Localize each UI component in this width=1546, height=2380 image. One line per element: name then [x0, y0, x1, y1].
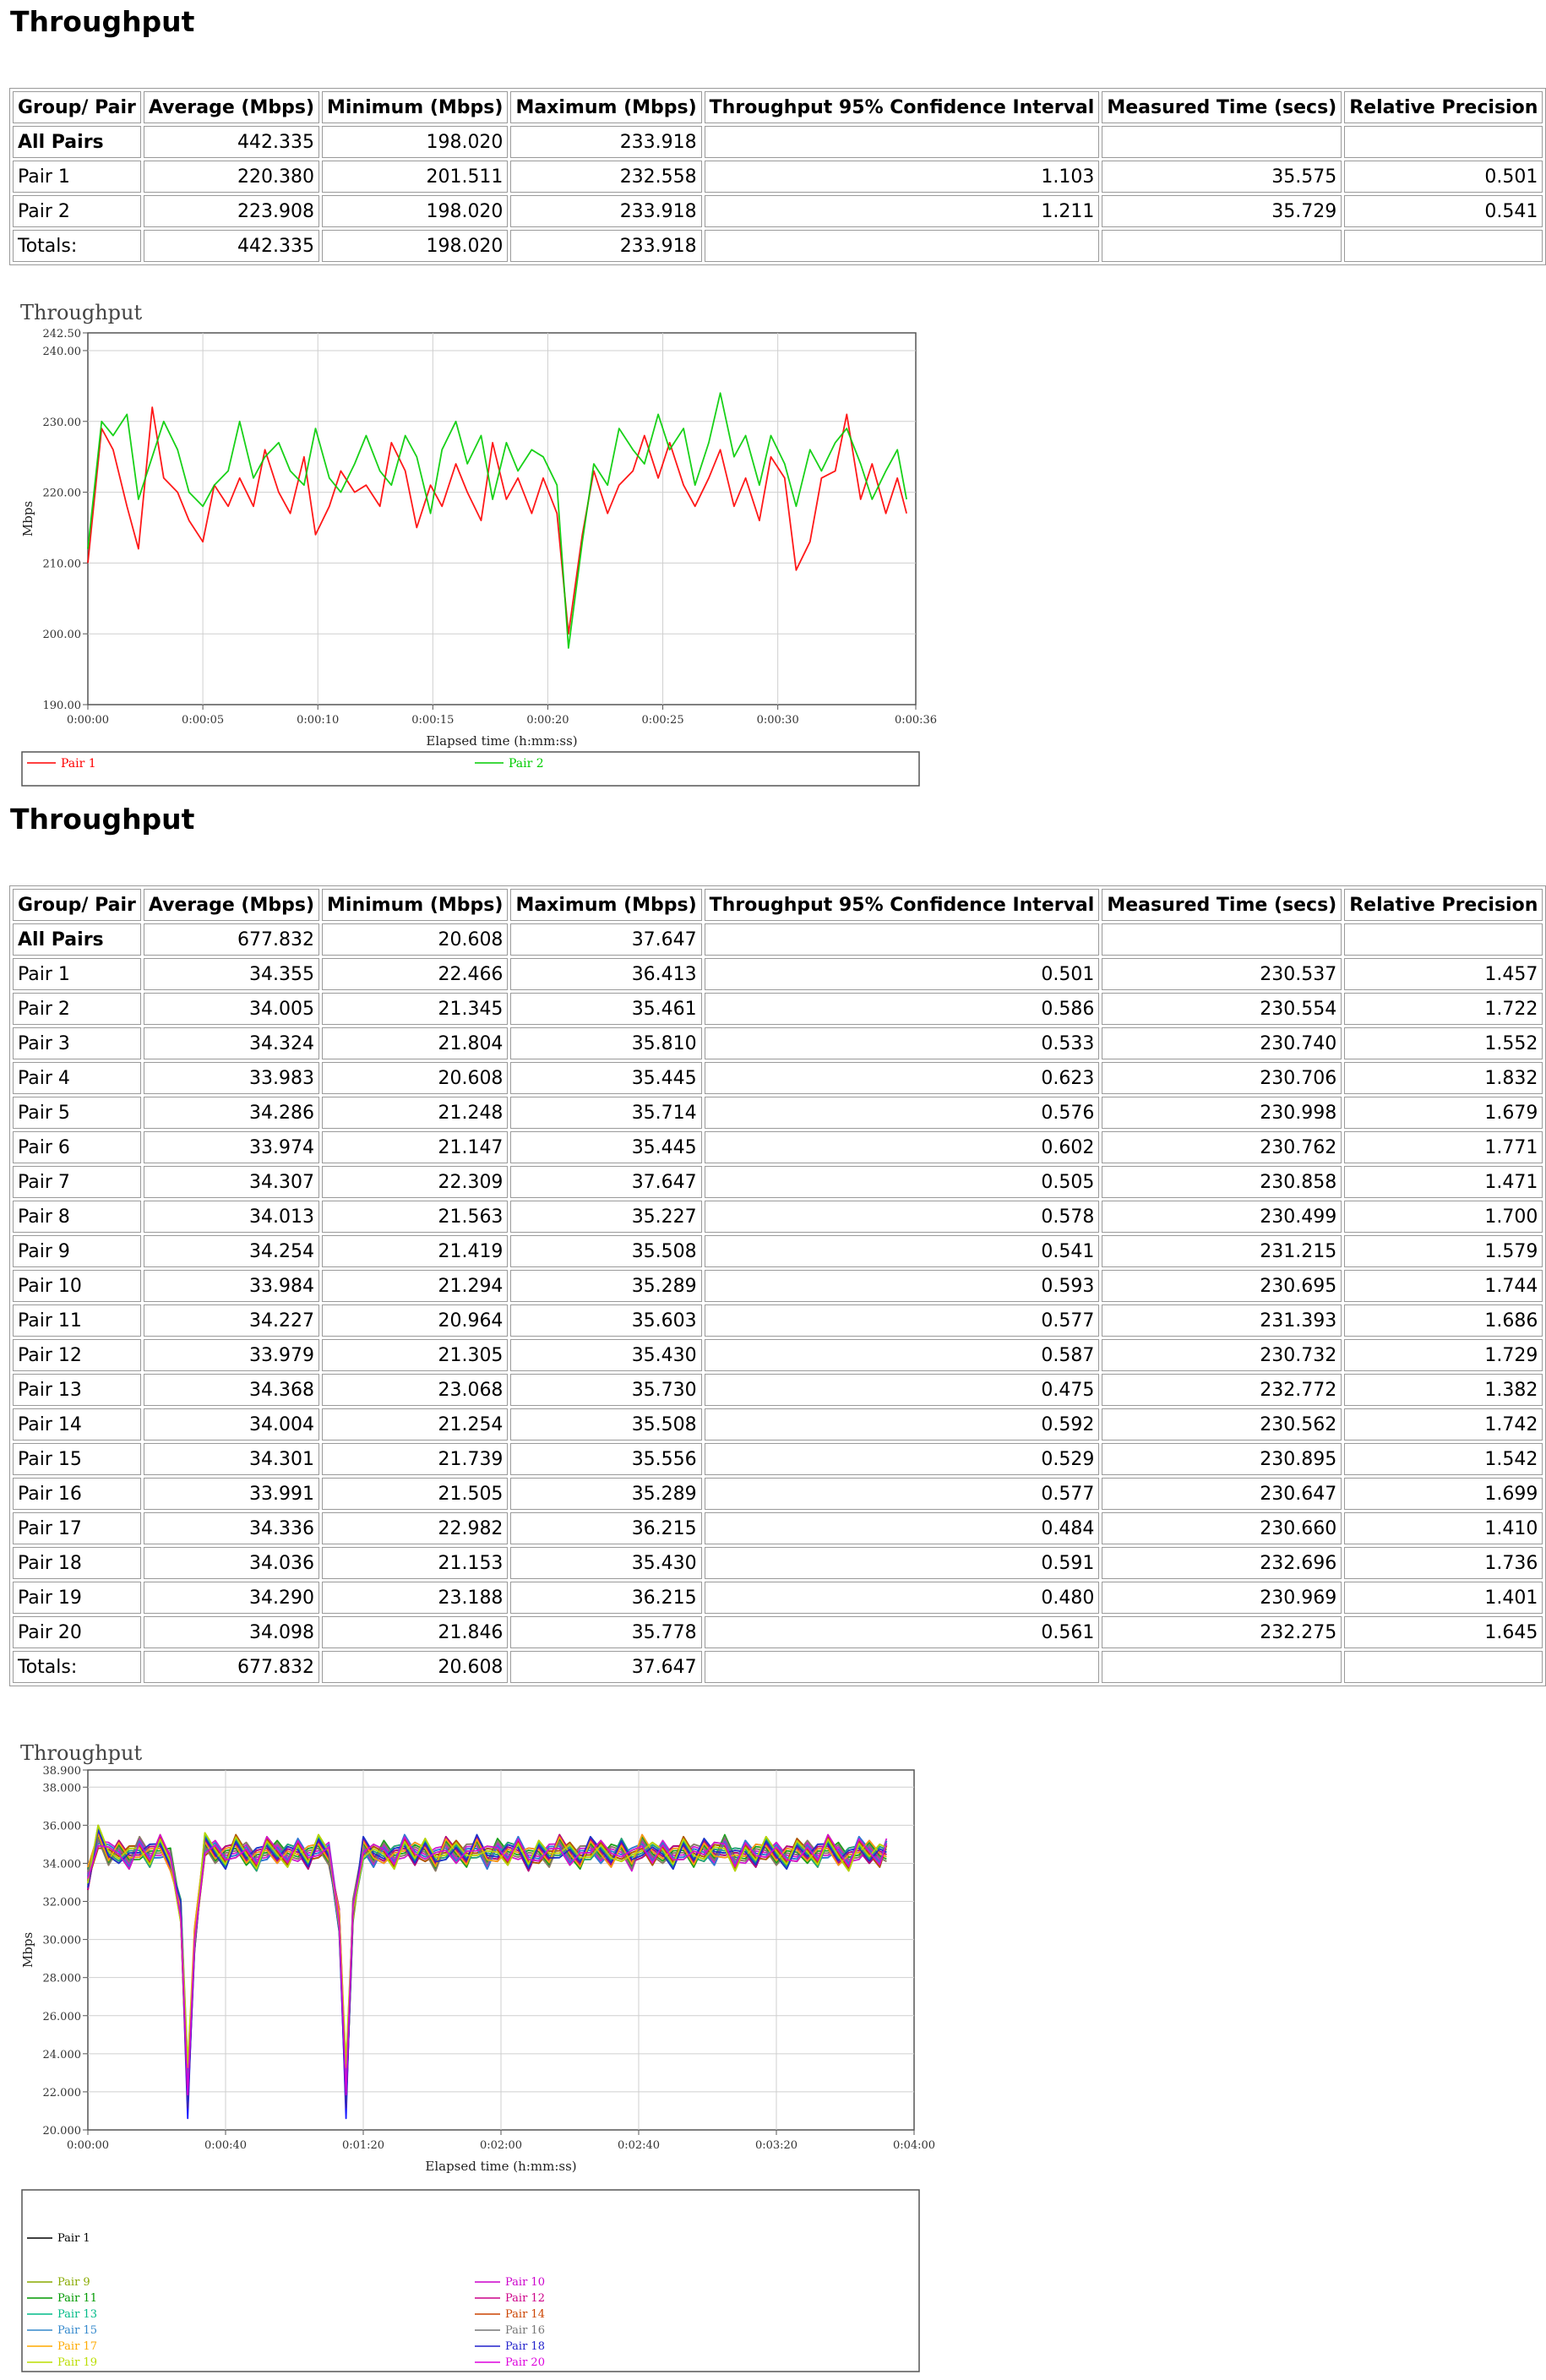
table-row [13, 1235, 1543, 1267]
x-tick-label: 0:00:25 [641, 714, 684, 727]
y-tick-label: 230.00 [42, 416, 81, 429]
column-header: Group/ Pair [13, 91, 141, 123]
table-cell: 0.586 [705, 993, 1100, 1025]
table-cell: 1.679 [1344, 1097, 1543, 1129]
table-row [13, 958, 1543, 990]
table-cell: 33.979 [144, 1339, 319, 1371]
table-cell: 34.036 [144, 1547, 319, 1579]
table-cell: 198.020 [322, 195, 508, 227]
table-cell: Pair 7 [13, 1166, 141, 1198]
chart-title: Throughput [20, 1741, 143, 1765]
table-cell: Pair 20 [13, 1616, 141, 1648]
legend-box [22, 2190, 919, 2372]
table-cell [1344, 923, 1543, 956]
legend-label: Pair 11 [57, 2292, 97, 2305]
table-cell: 35.729 [1102, 195, 1342, 227]
table-cell: 21.804 [322, 1027, 508, 1059]
table-cell: 0.591 [705, 1547, 1100, 1579]
legend-label: Pair 17 [57, 2340, 97, 2353]
table-cell: 0.561 [705, 1616, 1100, 1648]
x-tick-label: 0:01:20 [341, 2139, 385, 2152]
table-cell: 34.307 [144, 1166, 319, 1198]
table-cell: 230.554 [1102, 993, 1342, 1025]
column-header: Maximum (Mbps) [510, 91, 701, 123]
table-cell: 36.215 [510, 1512, 701, 1544]
table-cell: 0.592 [705, 1408, 1100, 1441]
table-cell: 223.908 [144, 195, 319, 227]
table-cell: 1.457 [1344, 958, 1543, 990]
table-cell: 36.413 [510, 958, 701, 990]
table-cell: Pair 2 [13, 993, 141, 1025]
table-row [13, 1201, 1543, 1233]
table-cell: 34.005 [144, 993, 319, 1025]
legend-label: Pair 20 [505, 2356, 545, 2369]
table-cell: Pair 16 [13, 1478, 141, 1510]
legend-label: Pair 18 [505, 2340, 545, 2353]
table-cell: 230.695 [1102, 1270, 1342, 1302]
table-cell: Pair 8 [13, 1201, 141, 1233]
table-cell: 21.846 [322, 1616, 508, 1648]
table-row [13, 161, 1543, 193]
table-cell: 21.305 [322, 1339, 508, 1371]
table-cell: 230.969 [1102, 1582, 1342, 1614]
y-tick-label: 210.00 [42, 558, 81, 571]
table-cell: 0.529 [705, 1443, 1100, 1475]
table-cell: Pair 19 [13, 1582, 141, 1614]
table-row [13, 1027, 1543, 1059]
table-cell: 0.541 [1344, 195, 1543, 227]
x-tick-label: 0:03:20 [754, 2139, 798, 2152]
x-tick-label: 0:00:20 [526, 714, 569, 727]
x-tick-label: 0:04:00 [892, 2139, 936, 2152]
legend-label: Pair 13 [57, 2308, 97, 2321]
table-cell: 35.810 [510, 1027, 701, 1059]
table-cell: 0.484 [705, 1512, 1100, 1544]
table-row [13, 993, 1543, 1025]
table-cell: 442.335 [144, 126, 319, 158]
table-cell [1102, 923, 1342, 956]
y-tick-label: 38.000 [42, 1782, 81, 1795]
legend-label: Pair 2 [509, 757, 544, 771]
table-row [13, 1131, 1543, 1163]
x-tick-label: 0:00:00 [66, 714, 110, 727]
table-cell: 232.772 [1102, 1374, 1342, 1406]
table-cell: 34.098 [144, 1616, 319, 1648]
table-cell: 20.608 [322, 1062, 508, 1094]
x-axis-label: Elapsed time (h:mm:ss) [425, 2159, 577, 2174]
y-tick-label: 20.000 [42, 2125, 81, 2138]
table-cell: 20.964 [322, 1304, 508, 1337]
table-cell: 35.430 [510, 1339, 701, 1371]
table-cell: Pair 1 [13, 958, 141, 990]
table-cell: 1.645 [1344, 1616, 1543, 1648]
table-cell: Pair 11 [13, 1304, 141, 1337]
table-cell: Pair 1 [13, 161, 141, 193]
table-cell: Totals: [13, 1651, 141, 1683]
table-cell: 34.336 [144, 1512, 319, 1544]
table-cell: 0.623 [705, 1062, 1100, 1094]
table-cell: Pair 9 [13, 1235, 141, 1267]
table-cell: 0.587 [705, 1339, 1100, 1371]
x-tick-label: 0:00:15 [411, 714, 455, 727]
table-cell: 230.660 [1102, 1512, 1342, 1544]
table-cell: 37.647 [510, 1651, 701, 1683]
column-header: Average (Mbps) [144, 889, 319, 921]
chart-title: Throughput [20, 301, 143, 324]
table-cell: Pair 13 [13, 1374, 141, 1406]
y-tick-label: 220.00 [42, 487, 81, 500]
table-row [13, 1270, 1543, 1302]
x-tick-label: 0:02:00 [479, 2139, 523, 2152]
table-cell [1344, 126, 1543, 158]
table-cell: 230.762 [1102, 1131, 1342, 1163]
table-cell: 21.248 [322, 1097, 508, 1129]
table-row [13, 1478, 1543, 1510]
table-cell: 1.579 [1344, 1235, 1543, 1267]
table-cell [705, 126, 1100, 158]
table-cell: 1.722 [1344, 993, 1543, 1025]
table-cell: 198.020 [322, 126, 508, 158]
legend-label: Pair 16 [505, 2324, 545, 2337]
table-cell: 442.335 [144, 230, 319, 262]
legend-label: Pair 1 [57, 2232, 90, 2245]
table-cell: 21.739 [322, 1443, 508, 1475]
table-row [13, 1062, 1543, 1094]
table-cell: 1.700 [1344, 1201, 1543, 1233]
table-cell: Pair 12 [13, 1339, 141, 1371]
table-cell: 230.562 [1102, 1408, 1342, 1441]
table-cell: 34.004 [144, 1408, 319, 1441]
table-cell: 1.699 [1344, 1478, 1543, 1510]
y-tick-label: 30.000 [42, 1934, 81, 1947]
table-cell: 35.461 [510, 993, 701, 1025]
table-cell: 34.355 [144, 958, 319, 990]
x-tick-label: 0:00:36 [894, 714, 938, 727]
table-row [13, 1443, 1543, 1475]
table-cell: 1.736 [1344, 1547, 1543, 1579]
legend-box [22, 752, 919, 786]
table-cell: 1.686 [1344, 1304, 1543, 1337]
table-row [13, 1166, 1543, 1198]
chart-2-svg [10, 1738, 936, 2373]
table-cell: 34.301 [144, 1443, 319, 1475]
table-cell: 201.511 [322, 161, 508, 193]
table-cell: Pair 18 [13, 1547, 141, 1579]
table-cell: 1.471 [1344, 1166, 1543, 1198]
table-row [13, 1616, 1543, 1648]
table-cell: 230.537 [1102, 958, 1342, 990]
table-cell: 35.603 [510, 1304, 701, 1337]
table-cell: 33.983 [144, 1062, 319, 1094]
table-cell: 35.508 [510, 1408, 701, 1441]
table-cell: 21.153 [322, 1547, 508, 1579]
x-tick-label: 0:00:05 [182, 714, 225, 727]
y-tick-label: 240.00 [42, 345, 81, 358]
table-cell: Pair 2 [13, 195, 141, 227]
table-row [13, 230, 1543, 262]
table-cell: 21.419 [322, 1235, 508, 1267]
y-tick-label: 24.000 [42, 2048, 81, 2061]
table-cell: 232.558 [510, 161, 701, 193]
table-cell: 1.832 [1344, 1062, 1543, 1094]
table-cell: 1.744 [1344, 1270, 1543, 1302]
table-cell: 1.729 [1344, 1339, 1543, 1371]
table-cell: 34.286 [144, 1097, 319, 1129]
table-row [13, 1512, 1543, 1544]
table-cell: 0.475 [705, 1374, 1100, 1406]
table-cell: Pair 6 [13, 1131, 141, 1163]
table-row [13, 195, 1543, 227]
table-cell: Pair 3 [13, 1027, 141, 1059]
table-cell: 35.430 [510, 1547, 701, 1579]
table-cell: 35.445 [510, 1062, 701, 1094]
table-cell: 1.211 [705, 195, 1100, 227]
column-header: Throughput 95% Confidence Interval [705, 91, 1100, 123]
plot-area [88, 333, 916, 705]
table-cell: 230.499 [1102, 1201, 1342, 1233]
table-cell: 677.832 [144, 1651, 319, 1683]
table-cell: 21.345 [322, 993, 508, 1025]
y-tick-label: 32.000 [42, 1896, 81, 1909]
table-cell: 1.401 [1344, 1582, 1543, 1614]
x-tick-label: 0:00:10 [297, 714, 340, 727]
table-cell [1102, 230, 1342, 262]
table-cell: 20.608 [322, 1651, 508, 1683]
column-header: Throughput 95% Confidence Interval [705, 889, 1100, 921]
table-cell: 22.309 [322, 1166, 508, 1198]
table-row [13, 923, 1543, 956]
table-row [13, 1651, 1543, 1683]
table-cell: 33.984 [144, 1270, 319, 1302]
table-cell: 35.508 [510, 1235, 701, 1267]
column-header: Minimum (Mbps) [322, 889, 508, 921]
table-cell: 1.542 [1344, 1443, 1543, 1475]
table-cell: All Pairs [13, 126, 141, 158]
section-2-title: Throughput [10, 803, 195, 836]
y-tick-label: 38.900 [42, 1765, 81, 1778]
table-cell: 233.918 [510, 126, 701, 158]
table-cell: 0.505 [705, 1166, 1100, 1198]
legend-label: Pair 1 [61, 757, 96, 771]
table-cell: 0.533 [705, 1027, 1100, 1059]
throughput-table-2 [9, 885, 1546, 1686]
column-header: Measured Time (secs) [1102, 889, 1342, 921]
column-header: Group/ Pair [13, 889, 141, 921]
table-cell: 198.020 [322, 230, 508, 262]
table-cell: 1.103 [705, 161, 1100, 193]
table-cell: 0.501 [705, 958, 1100, 990]
table-cell: 1.552 [1344, 1027, 1543, 1059]
legend-label: Pair 15 [57, 2324, 97, 2337]
table-cell: 233.918 [510, 195, 701, 227]
table-cell: 21.254 [322, 1408, 508, 1441]
legend-label: Pair 9 [57, 2276, 90, 2289]
table-cell: 1.742 [1344, 1408, 1543, 1441]
table-header-row [13, 91, 1543, 123]
x-tick-label: 0:00:30 [756, 714, 799, 727]
table-header-row [13, 889, 1543, 921]
table-cell [705, 230, 1100, 262]
table-cell: Pair 10 [13, 1270, 141, 1302]
table-cell: 230.895 [1102, 1443, 1342, 1475]
table-cell: 35.778 [510, 1616, 701, 1648]
table-cell: 1.382 [1344, 1374, 1543, 1406]
table-cell: 23.188 [322, 1582, 508, 1614]
table-cell: 35.730 [510, 1374, 701, 1406]
table-cell: 20.608 [322, 923, 508, 956]
table-cell: 230.732 [1102, 1339, 1342, 1371]
column-header: Measured Time (secs) [1102, 91, 1342, 123]
y-tick-label: 26.000 [42, 2010, 81, 2023]
table-cell: 0.602 [705, 1131, 1100, 1163]
legend-label: Pair 14 [505, 2308, 545, 2321]
chart-1-svg [10, 297, 938, 787]
y-tick-label: 36.000 [42, 1820, 81, 1833]
table-cell: 231.393 [1102, 1304, 1342, 1337]
table-cell: 35.575 [1102, 161, 1342, 193]
table-cell: 0.593 [705, 1270, 1100, 1302]
table-row [13, 1547, 1543, 1579]
table-cell: 34.013 [144, 1201, 319, 1233]
table-cell: 0.577 [705, 1304, 1100, 1337]
table-cell [705, 923, 1100, 956]
table-cell: 0.541 [705, 1235, 1100, 1267]
table-cell: 0.501 [1344, 161, 1543, 193]
table-cell: 0.577 [705, 1478, 1100, 1510]
table-cell: Totals: [13, 230, 141, 262]
table-cell: 231.215 [1102, 1235, 1342, 1267]
table-cell: 230.647 [1102, 1478, 1342, 1510]
x-tick-label: 0:00:00 [66, 2139, 110, 2152]
table-cell: Pair 14 [13, 1408, 141, 1441]
table-row [13, 126, 1543, 158]
throughput-table-1 [9, 88, 1546, 265]
table-cell [705, 1651, 1100, 1683]
table-cell: 35.445 [510, 1131, 701, 1163]
table-cell: 233.918 [510, 230, 701, 262]
legend-label: Pair 19 [57, 2356, 97, 2369]
table-cell [1344, 230, 1543, 262]
y-axis-label: Mbps [20, 500, 35, 537]
table-cell: 22.982 [322, 1512, 508, 1544]
table-cell: 33.991 [144, 1478, 319, 1510]
table-cell: 37.647 [510, 923, 701, 956]
table-cell: 21.563 [322, 1201, 508, 1233]
y-tick-label: 28.000 [42, 1972, 81, 1985]
table-cell: 34.227 [144, 1304, 319, 1337]
table-cell: 21.505 [322, 1478, 508, 1510]
table-cell: Pair 4 [13, 1062, 141, 1094]
x-axis-label: Elapsed time (h:mm:ss) [426, 733, 578, 749]
table-cell: 1.771 [1344, 1131, 1543, 1163]
table-cell: 230.998 [1102, 1097, 1342, 1129]
table-cell: 220.380 [144, 161, 319, 193]
table-cell: 230.858 [1102, 1166, 1342, 1198]
table-cell: 34.254 [144, 1235, 319, 1267]
column-header: Average (Mbps) [144, 91, 319, 123]
table-cell: 0.480 [705, 1582, 1100, 1614]
table-cell: 35.289 [510, 1270, 701, 1302]
table-cell: Pair 17 [13, 1512, 141, 1544]
table-cell: 21.147 [322, 1131, 508, 1163]
section-1-title: Throughput [10, 5, 195, 38]
x-tick-label: 0:02:40 [617, 2139, 661, 2152]
table-cell: 35.227 [510, 1201, 701, 1233]
table-row [13, 1339, 1543, 1371]
table-cell: Pair 5 [13, 1097, 141, 1129]
table-cell: 36.215 [510, 1582, 701, 1614]
throughput-chart-2 [10, 1738, 936, 2373]
table-cell: 35.556 [510, 1443, 701, 1475]
column-header: Relative Precision [1344, 91, 1543, 123]
legend-label: Pair 12 [505, 2292, 545, 2305]
table-cell: 34.324 [144, 1027, 319, 1059]
table-cell [1102, 126, 1342, 158]
table-cell: 34.368 [144, 1374, 319, 1406]
table-cell [1102, 1651, 1342, 1683]
table-cell: 0.578 [705, 1201, 1100, 1233]
table-cell: 34.290 [144, 1582, 319, 1614]
table-row [13, 1582, 1543, 1614]
table-cell: 35.289 [510, 1478, 701, 1510]
column-header: Relative Precision [1344, 889, 1543, 921]
table-cell: 230.706 [1102, 1062, 1342, 1094]
table-cell: 232.696 [1102, 1547, 1342, 1579]
table-cell: 21.294 [322, 1270, 508, 1302]
throughput-chart-1 [10, 297, 938, 787]
table-cell: Pair 15 [13, 1443, 141, 1475]
y-tick-label: 242.50 [42, 328, 81, 340]
table-row [13, 1097, 1543, 1129]
table-cell: 22.466 [322, 958, 508, 990]
table-cell: 37.647 [510, 1166, 701, 1198]
table-row [13, 1304, 1543, 1337]
legend-label: Pair 10 [505, 2276, 545, 2289]
table-cell: 677.832 [144, 923, 319, 956]
y-tick-label: 22.000 [42, 2086, 81, 2100]
y-tick-label: 190.00 [42, 700, 81, 712]
table-row [13, 1374, 1543, 1406]
table-cell: 1.410 [1344, 1512, 1543, 1544]
y-axis-label: Mbps [20, 1931, 35, 1969]
table-cell: 230.740 [1102, 1027, 1342, 1059]
y-tick-label: 200.00 [42, 629, 81, 642]
x-tick-label: 0:00:40 [204, 2139, 248, 2152]
table-cell: 23.068 [322, 1374, 508, 1406]
y-tick-label: 34.000 [42, 1858, 81, 1871]
table-cell: 0.576 [705, 1097, 1100, 1129]
table-row [13, 1408, 1543, 1441]
column-header: Maximum (Mbps) [510, 889, 701, 921]
table-cell: All Pairs [13, 923, 141, 956]
table-cell: 33.974 [144, 1131, 319, 1163]
table-cell: 232.275 [1102, 1616, 1342, 1648]
column-header: Minimum (Mbps) [322, 91, 508, 123]
table-cell: 35.714 [510, 1097, 701, 1129]
table-cell [1344, 1651, 1543, 1683]
